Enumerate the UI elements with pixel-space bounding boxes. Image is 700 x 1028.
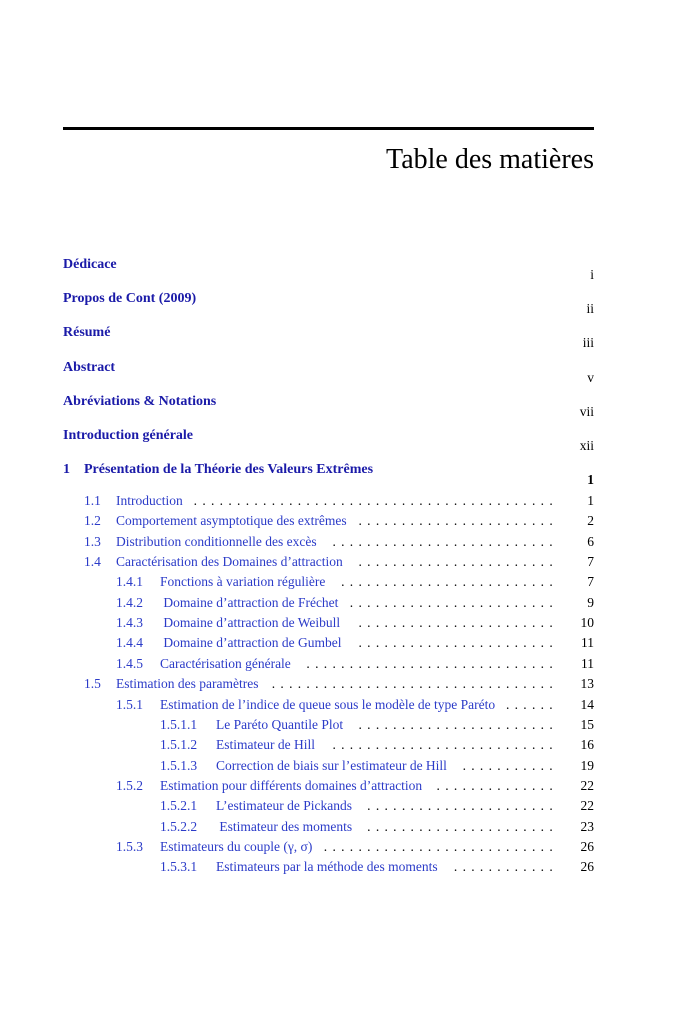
leader-dots: .......................	[358, 635, 558, 651]
toc-entry-top[interactable]	[0, 256, 700, 286]
toc-page-number: 10	[580, 615, 594, 631]
header-rule	[63, 127, 594, 130]
toc-page-number: i	[590, 267, 594, 282]
toc-page-number: 11	[581, 635, 594, 651]
toc-entry-top[interactable]	[0, 427, 700, 457]
toc-entry-top[interactable]	[0, 461, 700, 491]
toc-page-number: 11	[581, 655, 594, 671]
toc-entry-title[interactable]: Correction de biais sur l’estimateur de Hill	[216, 757, 447, 773]
toc-page-number: xii	[579, 438, 594, 453]
toc-entry-number: 1	[63, 462, 70, 478]
toc-entry-section[interactable]	[0, 491, 700, 511]
toc-entry-number: 1.4.5	[116, 655, 143, 671]
toc-entry-label[interactable]	[63, 393, 216, 411]
toc-page-number: 9	[587, 594, 594, 610]
toc-entry-number: 1.5.2	[116, 777, 143, 793]
toc-entry-title[interactable]: Fonctions à variation régulière	[160, 574, 326, 590]
leader-dots: ........................	[349, 594, 558, 610]
toc-entry-subsection[interactable]	[0, 633, 700, 653]
toc-entry-label[interactable]	[63, 290, 196, 308]
toc-page-number: 7	[587, 554, 594, 570]
toc-entry-title[interactable]: Abstract	[63, 359, 116, 375]
toc-entry-title[interactable]: Estimation de l’indice de queue sous le modèle de type Paréto	[160, 696, 496, 712]
toc-page-number: 22	[580, 798, 594, 814]
toc-entry-number: 1.3	[84, 533, 101, 549]
leader-dots: ......................	[367, 818, 558, 834]
toc-page-number: 7	[587, 574, 594, 590]
toc-page-number: ii	[586, 301, 594, 317]
toc-entry-title[interactable]: Distribution conditionnelle des excès	[116, 533, 317, 549]
toc-entry-top[interactable]	[0, 324, 700, 354]
toc-entry-label[interactable]	[63, 461, 373, 479]
leader-dots: .......................	[358, 554, 558, 570]
toc-entry-number: 1.5.1.2	[160, 737, 198, 753]
toc-entry-subsection[interactable]	[0, 654, 700, 674]
leader-dots: ..........................	[332, 737, 558, 753]
toc-entry-label[interactable]	[63, 324, 110, 342]
toc-entry-number: 1.5.3.1	[160, 859, 198, 875]
leader-dots: .........................	[341, 574, 558, 590]
toc-entry-title[interactable]: L’estimateur de Pickands	[216, 798, 352, 814]
toc-page-number: 23	[580, 818, 594, 834]
leader-dots: ............	[453, 859, 558, 875]
leader-dots: .................................	[271, 676, 558, 692]
toc-entry-number: 1.4.1	[116, 574, 143, 590]
toc-page-number: vii	[579, 403, 594, 419]
toc-entry-title[interactable]: Caractérisation des Domaines d’attraction	[116, 554, 343, 570]
toc-entry-title[interactable]: Introduction	[116, 493, 183, 508]
toc-entry-title[interactable]: Comportement asymptotique des extrêmes	[116, 513, 347, 529]
toc-entry-section[interactable]	[0, 552, 700, 572]
toc-entry-title[interactable]: Présentation de la Théorie des Valeurs Extrêmes	[84, 462, 374, 478]
toc-entry-number: 1.5.2.2	[160, 818, 198, 834]
toc-page-number: 16	[580, 737, 594, 753]
toc-entry-number: 1.4.3	[116, 615, 143, 631]
toc-entry-subsection[interactable]	[0, 593, 700, 613]
toc-entry-number: 1.5.3	[116, 838, 143, 854]
toc-page-number: 6	[587, 533, 594, 549]
toc-entry-section[interactable]	[0, 532, 700, 552]
toc-entry-subsubsection[interactable]	[0, 857, 700, 877]
toc-page-number: 1	[587, 472, 594, 488]
toc-entry-title[interactable]: Estimation des paramètres	[116, 676, 259, 692]
toc-page-number: 26	[580, 859, 594, 875]
toc-entry-number: 1.5.1.1	[160, 716, 198, 732]
toc-entry-title[interactable]: Estimateur des moments	[216, 818, 353, 834]
toc-entry-title[interactable]: Caractérisation générale	[160, 655, 291, 671]
toc-page-number: 19	[580, 757, 594, 773]
leader-dots: ...........	[462, 757, 558, 773]
toc-entry-subsubsection[interactable]	[0, 756, 700, 776]
toc-entry-title[interactable]: Estimation pour différents domaines d’attraction	[160, 777, 423, 793]
toc-entry-subsection[interactable]	[0, 837, 700, 857]
leader-dots: .......................	[358, 615, 558, 631]
toc-entry-title[interactable]: Estimateur de Hill	[216, 737, 315, 753]
toc-entry-title[interactable]: Introduction générale	[63, 428, 194, 443]
leader-dots: ...........................	[323, 838, 558, 854]
toc-entry-number: 1.4	[84, 554, 101, 570]
toc-entry-title[interactable]: Domaine d’attraction de Fréchet	[160, 594, 339, 610]
toc-entry-title[interactable]: Estimateurs du couple (γ, σ)	[160, 838, 313, 854]
toc-entry-top[interactable]	[0, 359, 700, 389]
toc-entry-title[interactable]: Le Paréto Quantile Plot	[216, 716, 344, 732]
leader-dots: .......................	[358, 716, 558, 732]
leader-dots: .......................	[358, 513, 558, 529]
leader-dots: ......................	[367, 798, 558, 814]
toc-page-number: 26	[580, 838, 594, 854]
leader-dots: ..........................................	[193, 493, 558, 508]
leader-dots: ..............	[436, 777, 558, 793]
leader-dots: ..........................	[332, 533, 558, 549]
toc-entry-title[interactable]: Domaine d’attraction de Weibull	[160, 615, 341, 631]
toc-entry-number: 1.5.2.1	[160, 798, 198, 814]
toc-entry-number: 1.2	[84, 513, 101, 529]
toc-entry-title[interactable]: Dédicace	[63, 257, 117, 272]
toc-entry-number: 1.5	[84, 676, 101, 692]
toc-entry-subsubsection[interactable]	[0, 715, 700, 735]
toc-entry-subsection[interactable]	[0, 695, 700, 715]
toc-entry-number: 1.4.2	[116, 594, 143, 610]
toc-entry-top[interactable]	[0, 290, 700, 320]
page-title: Table des matières	[386, 144, 594, 175]
toc-page-number: 15	[580, 716, 594, 732]
toc-page-number: 14	[580, 696, 594, 712]
toc-entry-subsubsection[interactable]	[0, 817, 700, 837]
toc-entry-top[interactable]	[0, 393, 700, 423]
toc-entry-subsection[interactable]	[0, 572, 700, 592]
toc-entry-section[interactable]	[0, 674, 700, 694]
toc-page-number: 2	[587, 513, 594, 529]
toc-page-number: iii	[582, 335, 594, 351]
toc-entry-subsection[interactable]	[0, 776, 700, 796]
toc-entry-subsubsection[interactable]	[0, 735, 700, 755]
toc-entry-label[interactable]	[63, 427, 193, 445]
toc-entry-title[interactable]: Résumé	[63, 325, 111, 341]
toc-entry-label[interactable]	[63, 256, 117, 274]
leader-dots: .............................	[306, 655, 558, 671]
toc-page-number: 22	[580, 777, 594, 793]
toc-entry-title[interactable]: Propos de Cont (2009)	[63, 291, 197, 307]
toc-page-number: v	[587, 369, 594, 385]
toc-entry-title[interactable]: Domaine d’attraction de Gumbel	[160, 635, 342, 651]
toc-page-number: 13	[580, 676, 594, 692]
toc-entry-title[interactable]: Abréviations & Notations	[63, 393, 217, 409]
toc-entry-label[interactable]	[63, 359, 115, 377]
leader-dots: ......	[505, 696, 558, 712]
toc-entry-number: 1.5.1.3	[160, 757, 198, 773]
toc-entry-section[interactable]	[0, 511, 700, 531]
toc-entry-number: 1.4.4	[116, 635, 143, 651]
toc-entry-subsection[interactable]	[0, 613, 700, 633]
toc-entry-title[interactable]: Estimateurs par la méthode des moments	[216, 859, 438, 875]
toc-entry-number: 1.5.1	[116, 696, 143, 712]
toc-entry-number: 1.1	[84, 493, 101, 508]
toc-page-number: 1	[587, 493, 594, 508]
toc-entry-subsubsection[interactable]	[0, 796, 700, 816]
